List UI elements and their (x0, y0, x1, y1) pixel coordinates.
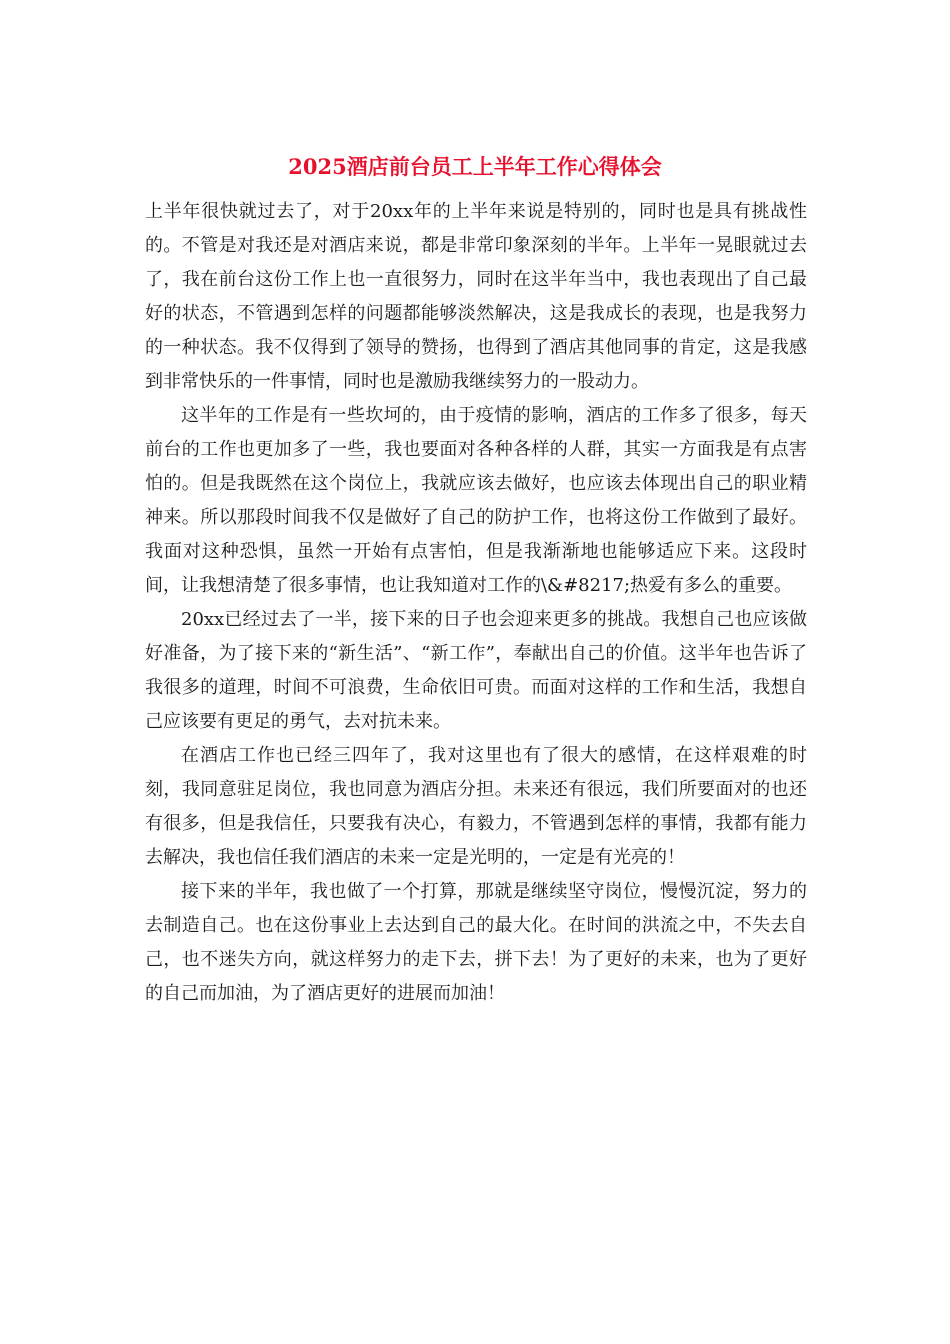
document-body (145, 195, 807, 1011)
paragraph-3: 20xx已经过去了一半，接下来的日子也会迎来更多的挑战。我想自己也应该做好准备，为了接下来的“新生活”、“新工作”，奉献出自己的价值。这半年也告诉了我很多的道理，时间不可浪费，生命依旧可贵。而面对这样的工作和生活，我想自己应该要有更足的勇气，去对抗未来。 (145, 609, 807, 732)
paragraph-1: 上半年很快就过去了，对于20xx年的上半年来说是特别的，同时也是具有挑战性的。不管是对我还是对酒店来说，都是非常印象深刻的半年。上半年一晃眼就过去了，我在前台这份工作上也一直很努力，同时在这半年当中，我也表现出了自己最好的状态，不管遇到怎样的问题都能够淡然解决，这是我成长的表现，也是我努力的一种状态。我不仅得到了领导的赞扬，也得到了酒店其他同事的肯定，这是我感到非常快乐的一件事情，同时也是激励我继续努力的一股动力。 (145, 201, 807, 392)
paragraph-4: 在酒店工作也已经三四年了，我对这里也有了很大的感情，在这样艰难的时刻，我同意驻足岗位，我也同意为酒店分担。未来还有很远，我们所要面对的也还有很多，但是我信任，只要我有决心，有毅力，不管遇到怎样的事情，我都有能力去解决，我也信任我们酒店的未来一定是光明的，一定是有光亮的！ (145, 745, 807, 868)
paragraph-2: 这半年的工作是有一些坎坷的，由于疫情的影响，酒店的工作多了很多，每天前台的工作也更加多了一些，我也要面对各种各样的人群，其实一方面我是有点害怕的。但是我既然在这个岗位上，我就应该去做好，也应该去体现出自己的职业精神来。所以那段时间我不仅是做好了自己的防护工作，也将这份工作做到了最好。我面对这种恐惧，虽然一开始有点害怕，但是我渐渐地也能够适应下来。这段时间，让我想清楚了很多事情，也让我知道对工作的\&#8217;热爱有多么的重要。 (145, 405, 807, 596)
document-title: 2025酒店前台员工上半年工作心得体会 (288, 154, 662, 179)
paragraph-5: 接下来的半年，我也做了一个打算，那就是继续坚守岗位，慢慢沉淀，努力的去制造自己。也在这份事业上去达到自己的最大化。在时间的洪流之中，不失去自己，也不迷失方向，就这样努力的走下去，拼下去！为了更好的未来，也为了更好的自己而加油，为了酒店更好的进展而加油！ (145, 881, 807, 1004)
